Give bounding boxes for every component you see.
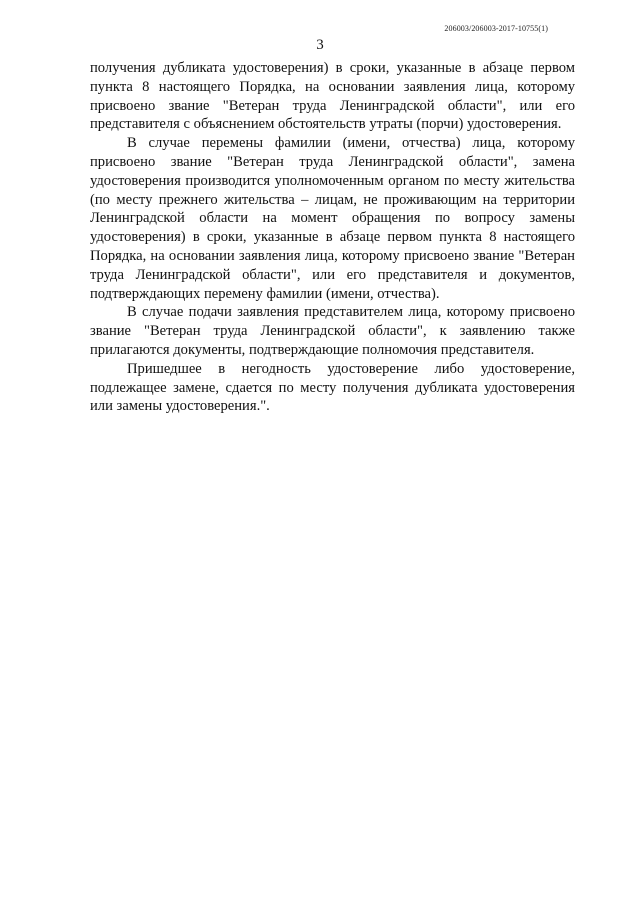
document-body — [90, 59, 575, 416]
document-code: 206003/206003-2017-10755(1) — [444, 24, 548, 33]
paragraph-name-change: В случае перемены фамилии (имени, отчества) лица, которому присвоено звание "Ветеран труда Ленинградской области", замена удостоверения производится уполномоченным органом по месту жительства (по месту прежнего жительства – лицам, не проживающим на территории Ленинградской области на момент обращения по вопросу замены удостоверения) в сроки, указанные в абзаце первом пункта 8 настоящего Порядка, на основании заявления лица, которому присвоено звание "Ветеран труда Ленинградской области", или его представителя и документов, подтверждающих перемену фамилии (имени, отчества). — [90, 135, 575, 302]
paragraph-representative: В случае подачи заявления представителем лица, которому присвоено звание "Ветеран труда Ленинградской области", к заявлению также прилагаются документы, подтверждающие полномочия представителя. — [90, 304, 575, 358]
page-number: 3 — [316, 37, 324, 53]
paragraph-continuation: получения дубликата удостоверения) в сроки, указанные в абзаце первом пункта 8 настоящего Порядка, на основании заявления лица, которому присвоено звание "Ветеран труда Ленинградской области", или его представителя с объяснением обстоятельств утраты (порчи) удостоверения. — [90, 60, 575, 133]
paragraph-unusable-certificate: Пришедшее в негодность удостоверение либо удостоверение, подлежащее замене, сдается по месту получения дубликата удостоверения или замены удостоверения.". — [90, 360, 575, 415]
